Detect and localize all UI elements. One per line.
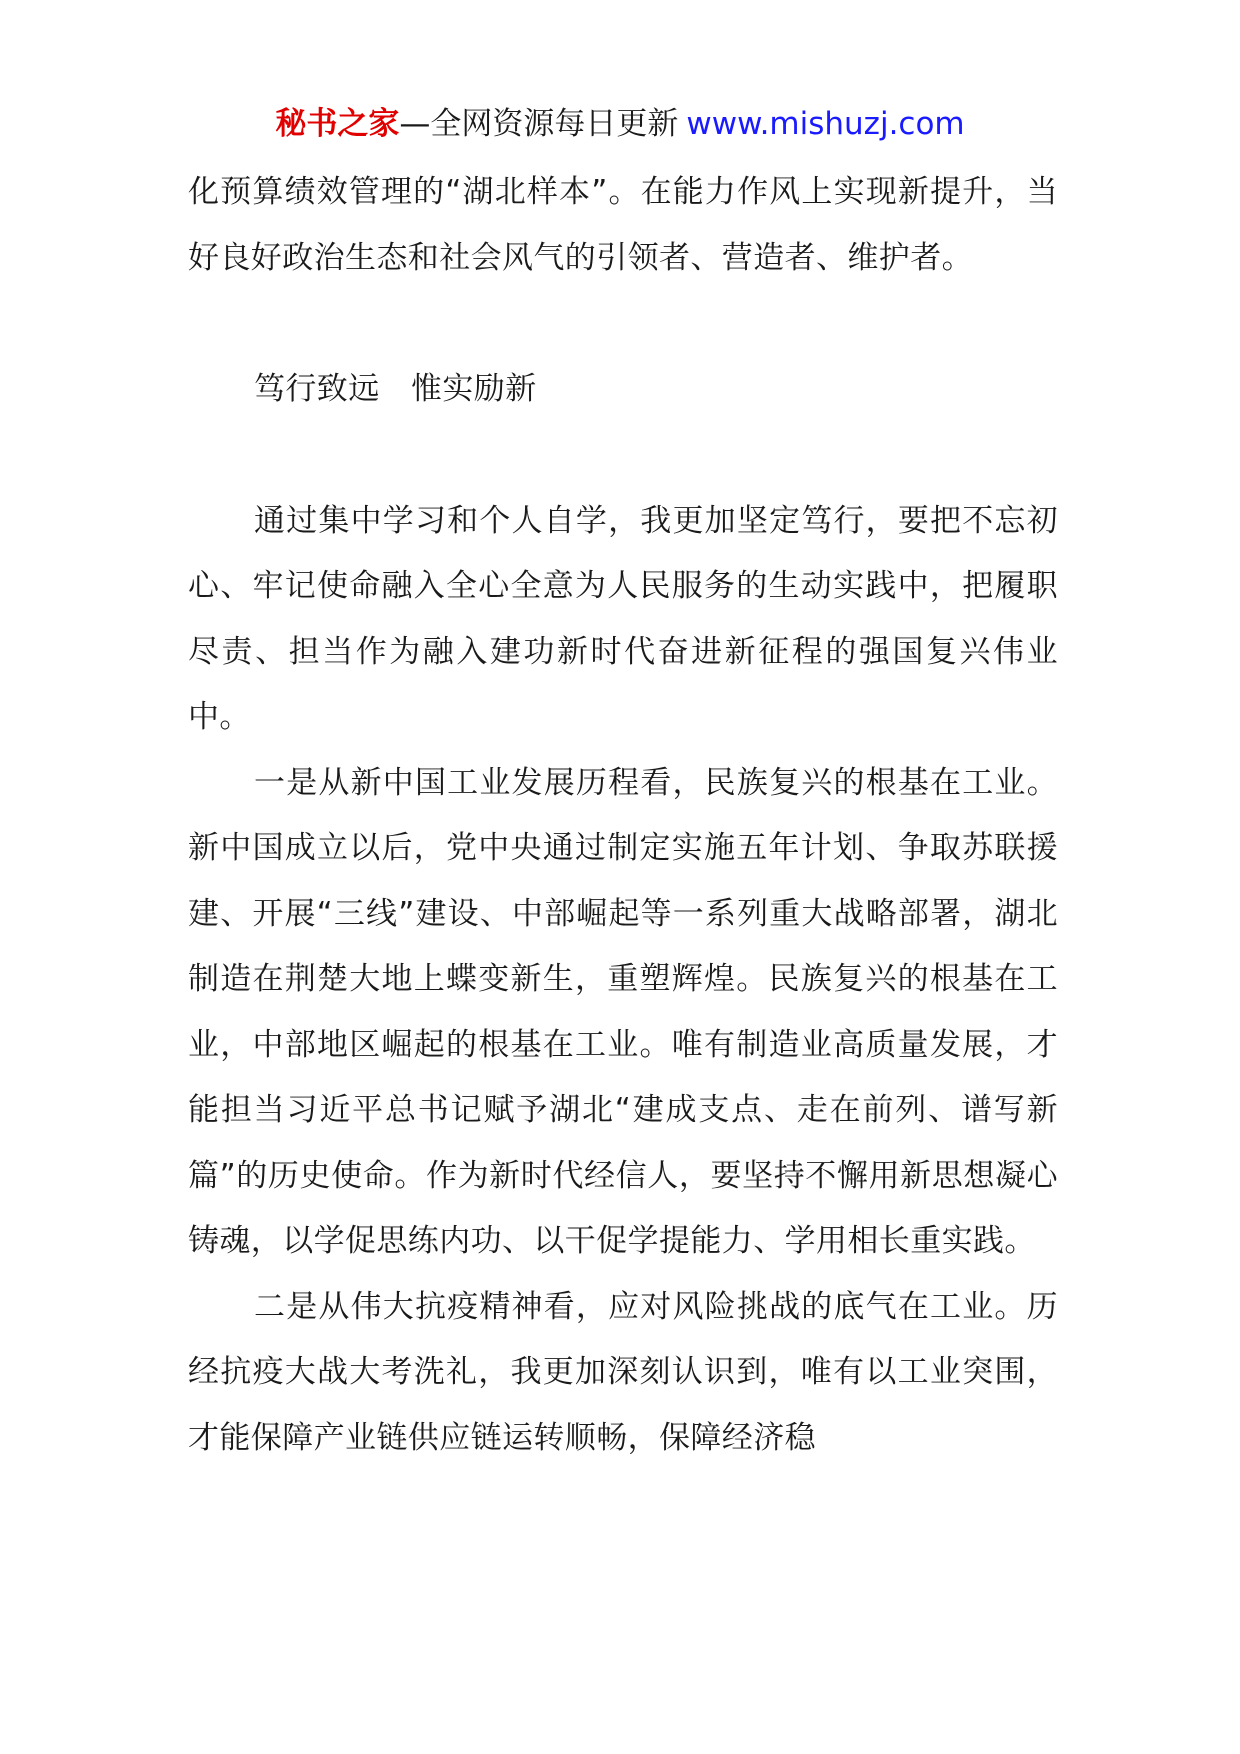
- brand-name: 秘书之家: [275, 106, 400, 142]
- body-paragraph: 二是从伟大抗疫精神看，应对风险挑战的底气在工业。历经抗疫大战大考洗礼，我更加深刻认识到，唯有以工业突围，才能保障产业链供应链运转顺畅，保障经济稳: [188, 1288, 1058, 1456]
- section-heading: 笃行致远 惟实励新: [254, 371, 537, 407]
- spacer: [188, 291, 1058, 357]
- spacer: [188, 423, 1058, 489]
- page-header: [0, 104, 1240, 144]
- intro-paragraph: 化预算绩效管理的“湖北样本”。在能力作风上实现新提升，当好良好政治生态和社会风气的引领者、营造者、维护者。: [188, 174, 1058, 276]
- body-paragraph: 通过集中学习和个人自学，我更加坚定笃行，要把不忘初心、牢记使命融入全心全意为人民服务的生动实践中，把履职尽责、担当作为融入建功新时代奋进新征程的强国复兴伟业中。: [188, 502, 1058, 735]
- document-body: [188, 160, 1058, 1471]
- body-paragraph: 一是从新中国工业发展历程看，民族复兴的根基在工业。新中国成立以后，党中央通过制定实施五年计划、争取苏联援建、开展“三线”建设、中部崛起等一系列重大战略部署，湖北制造在荆楚大地上蝶变新生，重塑辉煌。民族复兴的根基在工业，中部地区崛起的根基在工业。唯有制造业高质量发展，才能担当习近平总书记赋予湖北“建成支点、走在前列、谱写新篇”的历史使命。作为新时代经信人，要坚持不懈用新思想凝心铸魂，以学促思练内功、以干促学提能力、学用相长重实践。: [188, 764, 1058, 1259]
- header-slogan: —全网资源每日更新: [399, 106, 679, 142]
- website-link[interactable]: www.mishuzj.com: [686, 106, 965, 142]
